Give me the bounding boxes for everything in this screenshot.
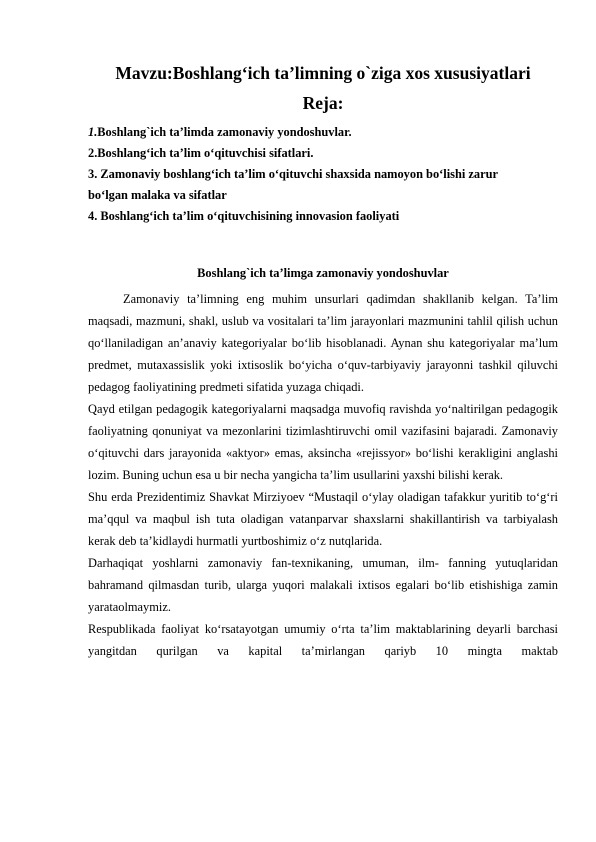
plan-item bbox=[88, 143, 558, 164]
plan-item-text: bo‘lgan malaka va sifatlar bbox=[88, 188, 227, 202]
plan-item-number: 2. bbox=[88, 146, 98, 160]
paragraph: Respublikada faoliyat ko‘rsatayotgan umumiy o‘rta ta’lim maktablarining deyarli barchasi yangitdan qurilgan va kapital ta’mirlangan qariyb 10 mingta maktab bbox=[88, 622, 558, 658]
paragraph: Darhaqiqat yoshlarni zamonaviy fan-texnikaning, umuman, ilm- fanning yutuqlaridan bahramand qilmasdan turib, ularga yuqori malakali ixtisos egalari bo‘lib etishishiga zamin yarataolmaymiz. bbox=[88, 556, 558, 614]
plan-item-text: Boshlang‘ich ta’lim o‘qituvchisi sifatlari. bbox=[97, 146, 314, 160]
plan-item-number: 3. bbox=[88, 167, 98, 181]
plan-item-text: Boshlang‘ich ta’lim o‘qituvchisining innovasion faoliyati bbox=[97, 209, 400, 223]
section-title: Boshlang`ich ta’limga zamonaviy yondoshuvlar bbox=[197, 266, 449, 280]
plan-item bbox=[88, 164, 558, 185]
plan-item-text: Zamonaviy boshlang‘ich ta’lim o‘qituvchi shaxsida namoyon bo‘lishi zarur bbox=[97, 167, 498, 181]
paragraph: Shu erda Prezidentimiz Shavkat Mirziyoev “Mustaqil o‘ylay oladigan tafakkur yuritib to‘g‘ri ma’qqul va maqbul ish tuta oladigan vatanparvar shaxslarni shakillantirish va tarbiyalash kerak deb ta’kidlaydi hurmatli yurtboshimiz o‘z nutqlarida. bbox=[88, 490, 558, 548]
plan-list bbox=[88, 122, 558, 227]
body-text bbox=[88, 288, 558, 662]
plan-item-number: 4. bbox=[88, 209, 98, 223]
plan-item-number: 1. bbox=[88, 125, 98, 139]
plan-item bbox=[88, 185, 558, 206]
plan-heading: Reja: bbox=[302, 93, 344, 113]
paragraph: Qayd etilgan pedagogik kategoriyalarni maqsadga muvofiq ravishda yo‘naltirilgan pedagogik faoliyatning qonuniyat va mezonlarini tizimlashtiruvchi omil vazifasini bajaradi. Zamonaviy o‘qituvchi dars jarayonida «aktyor» emas, aksincha «rejissyor» bo‘lishi kerakligini anglashi lozim. Buning uchun esa u bir necha yangicha ta’lim usullarini yaxshi bilishi kerak. bbox=[88, 402, 558, 482]
plan-item bbox=[88, 122, 558, 143]
document-title: Mavzu:Boshlang‘ich ta’limning o`ziga xos xususiyatlari bbox=[115, 63, 531, 83]
paragraph: Zamonaviy ta’limning eng muhim unsurlari qadimdan shakllanib kelgan. Ta’lim maqsadi, mazmuni, shakl, uslub va vositalari ta’lim jarayonlari mazmunini tahlil qilish uchun qo‘llaniladigan an’anaviy kategoriyalar bo‘lib hisoblanadi. Aynan shu kategoriyalar ma’lum predmet, mutaxassislik yoki ixtisoslik bo‘yicha o‘quv-tarbiyaviy jarayonni tashkil qiluvchi pedagog faoliyatining predmeti sifatida yuzaga chiqadi. bbox=[88, 292, 558, 394]
plan-item bbox=[88, 206, 558, 227]
plan-item-text: Boshlang`ich ta’limda zamonaviy yondoshuvlar. bbox=[97, 125, 352, 139]
